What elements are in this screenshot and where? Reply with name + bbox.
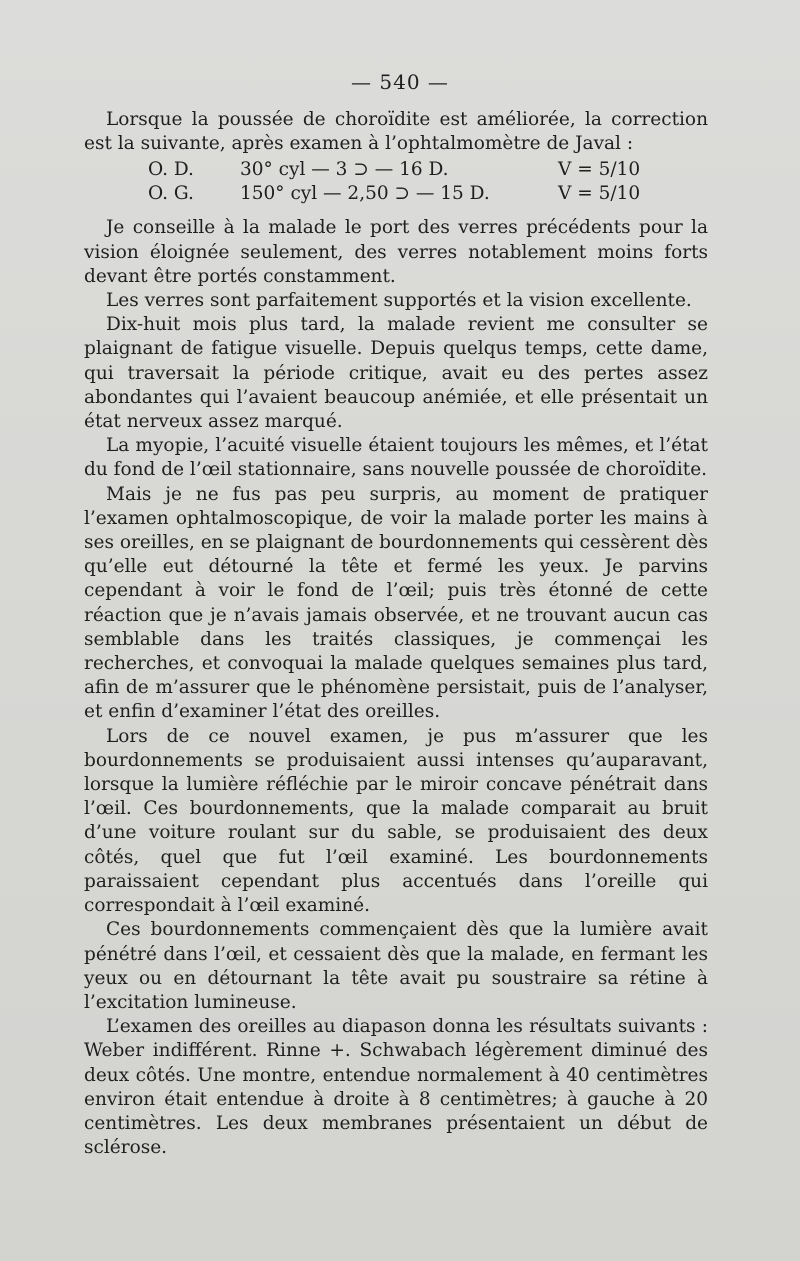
paragraph: Dix-huit mois plus tard, la malade revient me consulter se plaignant de fatigue visuelle. Depuis quelqus temps, cette dame, qui traversait la période critique, avait eu des pertes assez abondantes qui l’avaient beaucoup anémiée, et elle présentait un état nerveux assez marqué.: [84, 314, 708, 433]
prescription-table: [84, 158, 708, 206]
visual-acuity: V = 5/10: [558, 183, 641, 205]
page-number: — 540 —: [351, 70, 449, 94]
paragraph: La myopie, l’acuité visuelle étaient toujours les mêmes, et l’état du fond de l’œil stationnaire, sans nouvelle poussée de choroïdite.: [84, 435, 708, 481]
prescription-row-left-eye: [84, 182, 708, 206]
paragraph: Je conseille à la malade le port des verres précédents pour la vision éloignée seulement, des verres notablement moins forts devant être portés constamment.: [84, 217, 708, 287]
paragraph: Les verres sont parfaitement supportés et la vision excellente.: [106, 290, 692, 312]
lens-formula: 150° cyl — 2,50 ⊃ — 15 D.: [240, 183, 490, 205]
paragraph: L’examen des oreilles au diapason donna les résultats suivants : Weber indifférent. Rinne +. Schwabach légèrement diminué des deux côtés. Une montre, entendue normalement à 40 centimètres environ était entendue à droite à 8 centimètres; à gauche à 20 centimètres. Les deux membranes présentaient un début de sclérose.: [84, 1016, 708, 1159]
intro-paragraph: Lorsque la poussée de choroïdite est améliorée, la correction est la suivante, après examen à l’ophtalmomètre de Javal :: [84, 109, 708, 155]
lens-formula: 30° cyl — 3 ⊃ — 16 D.: [240, 159, 449, 181]
paragraph: Ces bourdonnements commençaient dès que la lumière avait pénétré dans l’œil, et cessaient dès que la malade, en fermant les yeux ou en détournant la tête avait pu soustraire sa rétine à l’excitation lumineuse.: [84, 919, 708, 1013]
visual-acuity: V = 5/10: [558, 159, 641, 181]
page-body: [84, 108, 708, 1160]
eye-label: O. D.: [148, 159, 194, 181]
paragraph: Mais je ne fus pas peu surpris, au moment de pratiquer l’examen ophtalmoscopique, de voir la malade porter les mains à ses oreilles, en se plaignant de bourdonnements qui cessèrent dès qu’elle eut détourné la tête et fermé les yeux. Je parvins cependant à voir le fond de l’œil; puis très étonné de cette réaction que je n’avais jamais observée, et ne trouvant aucun cas semblable dans les traités classiques, je commençai les recherches, et convoquai la malade quelques semaines plus tard, afin de m’assurer que le phénomène persistait, puis de l’analyser, et enfin d’examiner l’état des oreilles.: [84, 483, 708, 723]
paragraph: Lors de ce nouvel examen, je pus m’assurer que les bourdonnements se produisaient aussi intenses qu’auparavant, lorsque la lumière réfléchie par le miroir concave pénétrait dans l’œil. Ces bourdonnements, que la malade comparait au bruit d’une voiture roulant sur du sable, se produisaient des deux côtés, quel que fut l’œil examiné. Les bourdonnements paraissaient cependant plus accentués dans l’oreille qui correspondait à l’œil examiné.: [84, 725, 708, 917]
eye-label: O. G.: [148, 183, 194, 205]
prescription-row-right-eye: [84, 158, 708, 182]
